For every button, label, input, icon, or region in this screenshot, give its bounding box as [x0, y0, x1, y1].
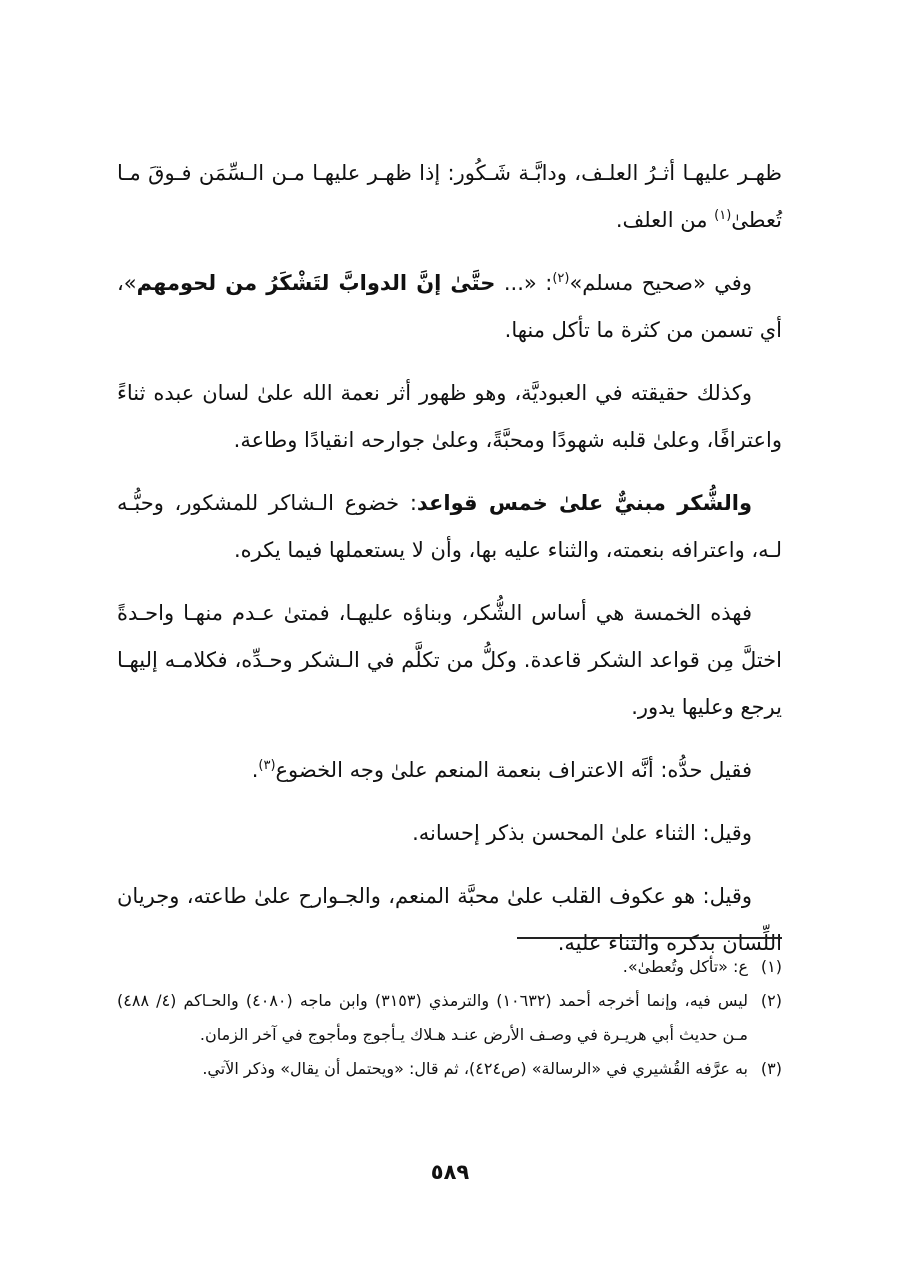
paragraph-5 [117, 590, 782, 731]
paragraph-6-text-b: . [251, 758, 259, 782]
hadith-quote: حتَّىٰ إنَّ الدوابَّ لتَشْكَرُ من لحومهم [136, 271, 496, 295]
paragraph-4 [117, 480, 782, 574]
footnote-1-text: ع: «تأكل وتُعطىٰ». [622, 957, 748, 976]
paragraph-2-text-b: : «... [495, 271, 553, 295]
footnote-1-number: (١) [760, 957, 782, 976]
footnote-ref-2: (٢) [552, 271, 570, 286]
paragraph-6 [117, 747, 782, 794]
paragraph-2-text-a: وفي «صحيح مسلم» [569, 271, 752, 295]
paragraph-6-text-a: فقيل حدُّه: أنَّه الاعتراف بنعمة المنعم علىٰ وجه الخضوع [275, 758, 752, 782]
footnote-separator [517, 937, 782, 939]
footnote-1 [117, 950, 782, 984]
footnote-3-number: (٣) [760, 1059, 782, 1078]
paragraph-3-text: وكذلك حقيقته في العبوديَّة، وهو ظهور أثر نعمة الله علىٰ لسان عبده ثناءً واعترافًا، وعلىٰ قلبه شهودًا ومحبَّةً، وعلىٰ جوارحه انقيادًا وطاعة. [117, 381, 782, 452]
paragraph-4-heading: والشُّكر مبنيٌّ علىٰ خمس قواعد [416, 491, 752, 515]
paragraph-8-text: وقيل: هو عكوف القلب علىٰ محبَّة المنعم، والجـوارح علىٰ طاعته، وجريان اللِّسان بذكره والثناء عليه. [117, 884, 782, 955]
footnote-2-text: ليس فيه، وإنما أخرجه أحمد (١٠٦٣٢) والترمذي (٣١٥٣) وابن ماجه (٤٠٨٠) والحـاكم (٤/ ٤٨٨) مـن حديث أبي هريـرة في وصـف الأرض عنـد هـلاك يـأجوج ومأجوج في آخر الزمان. [117, 991, 749, 1044]
paragraph-1-text-a: ظهـر عليهـا أثـرُ العلـف، ودابَّـة شَـكُور: إذا ظهـر عليهـا مـن الـسِّمَن فـوقَ مـا تُعطىٰ [117, 161, 782, 232]
page-number: ٥٨٩ [430, 1160, 470, 1184]
paragraph-3 [117, 370, 782, 464]
main-text [117, 150, 782, 983]
paragraph-1 [117, 150, 782, 244]
footnote-ref-1: (١) [714, 208, 732, 223]
paragraph-4-text: : خضوع الـشاكر للمشكور، وحبُّـه لـه، واعترافه بنعمته، والثناء عليه بها، وأن لا يستعملها فيما يكره. [117, 491, 782, 562]
paragraph-2 [117, 260, 782, 354]
paragraph-2-text-c: »، أي تسمن من كثرة ما تأكل منها. [117, 271, 782, 342]
paragraph-5-text: فهذه الخمسة هي أساس الشُّكر، وبناؤه عليهـا، فمتىٰ عـدم منهـا واحـدةً اختلَّ مِن قواعد الشكر قاعدة. وكلُّ من تكلَّم في الـشكر وحـدِّه، فكلامـه إليهـا يرجع وعليها يدور. [117, 601, 782, 719]
footnote-ref-3: (٣) [258, 758, 276, 773]
paragraph-7 [117, 810, 782, 857]
footnote-2-number: (٢) [760, 991, 782, 1010]
paragraph-1-text-b: من العلف. [615, 208, 715, 232]
footnote-2 [117, 984, 782, 1052]
paragraph-7-text: وقيل: الثناء علىٰ المحسن بذكر إحسانه. [412, 821, 752, 845]
footnote-3-text: به عرَّفه القُشيري في «الرسالة» (ص٤٢٤)، ثم قال: «ويحتمل أن يقال» وذكر الآتي. [202, 1059, 748, 1078]
footnote-3 [117, 1052, 782, 1086]
footnotes [117, 950, 782, 1086]
